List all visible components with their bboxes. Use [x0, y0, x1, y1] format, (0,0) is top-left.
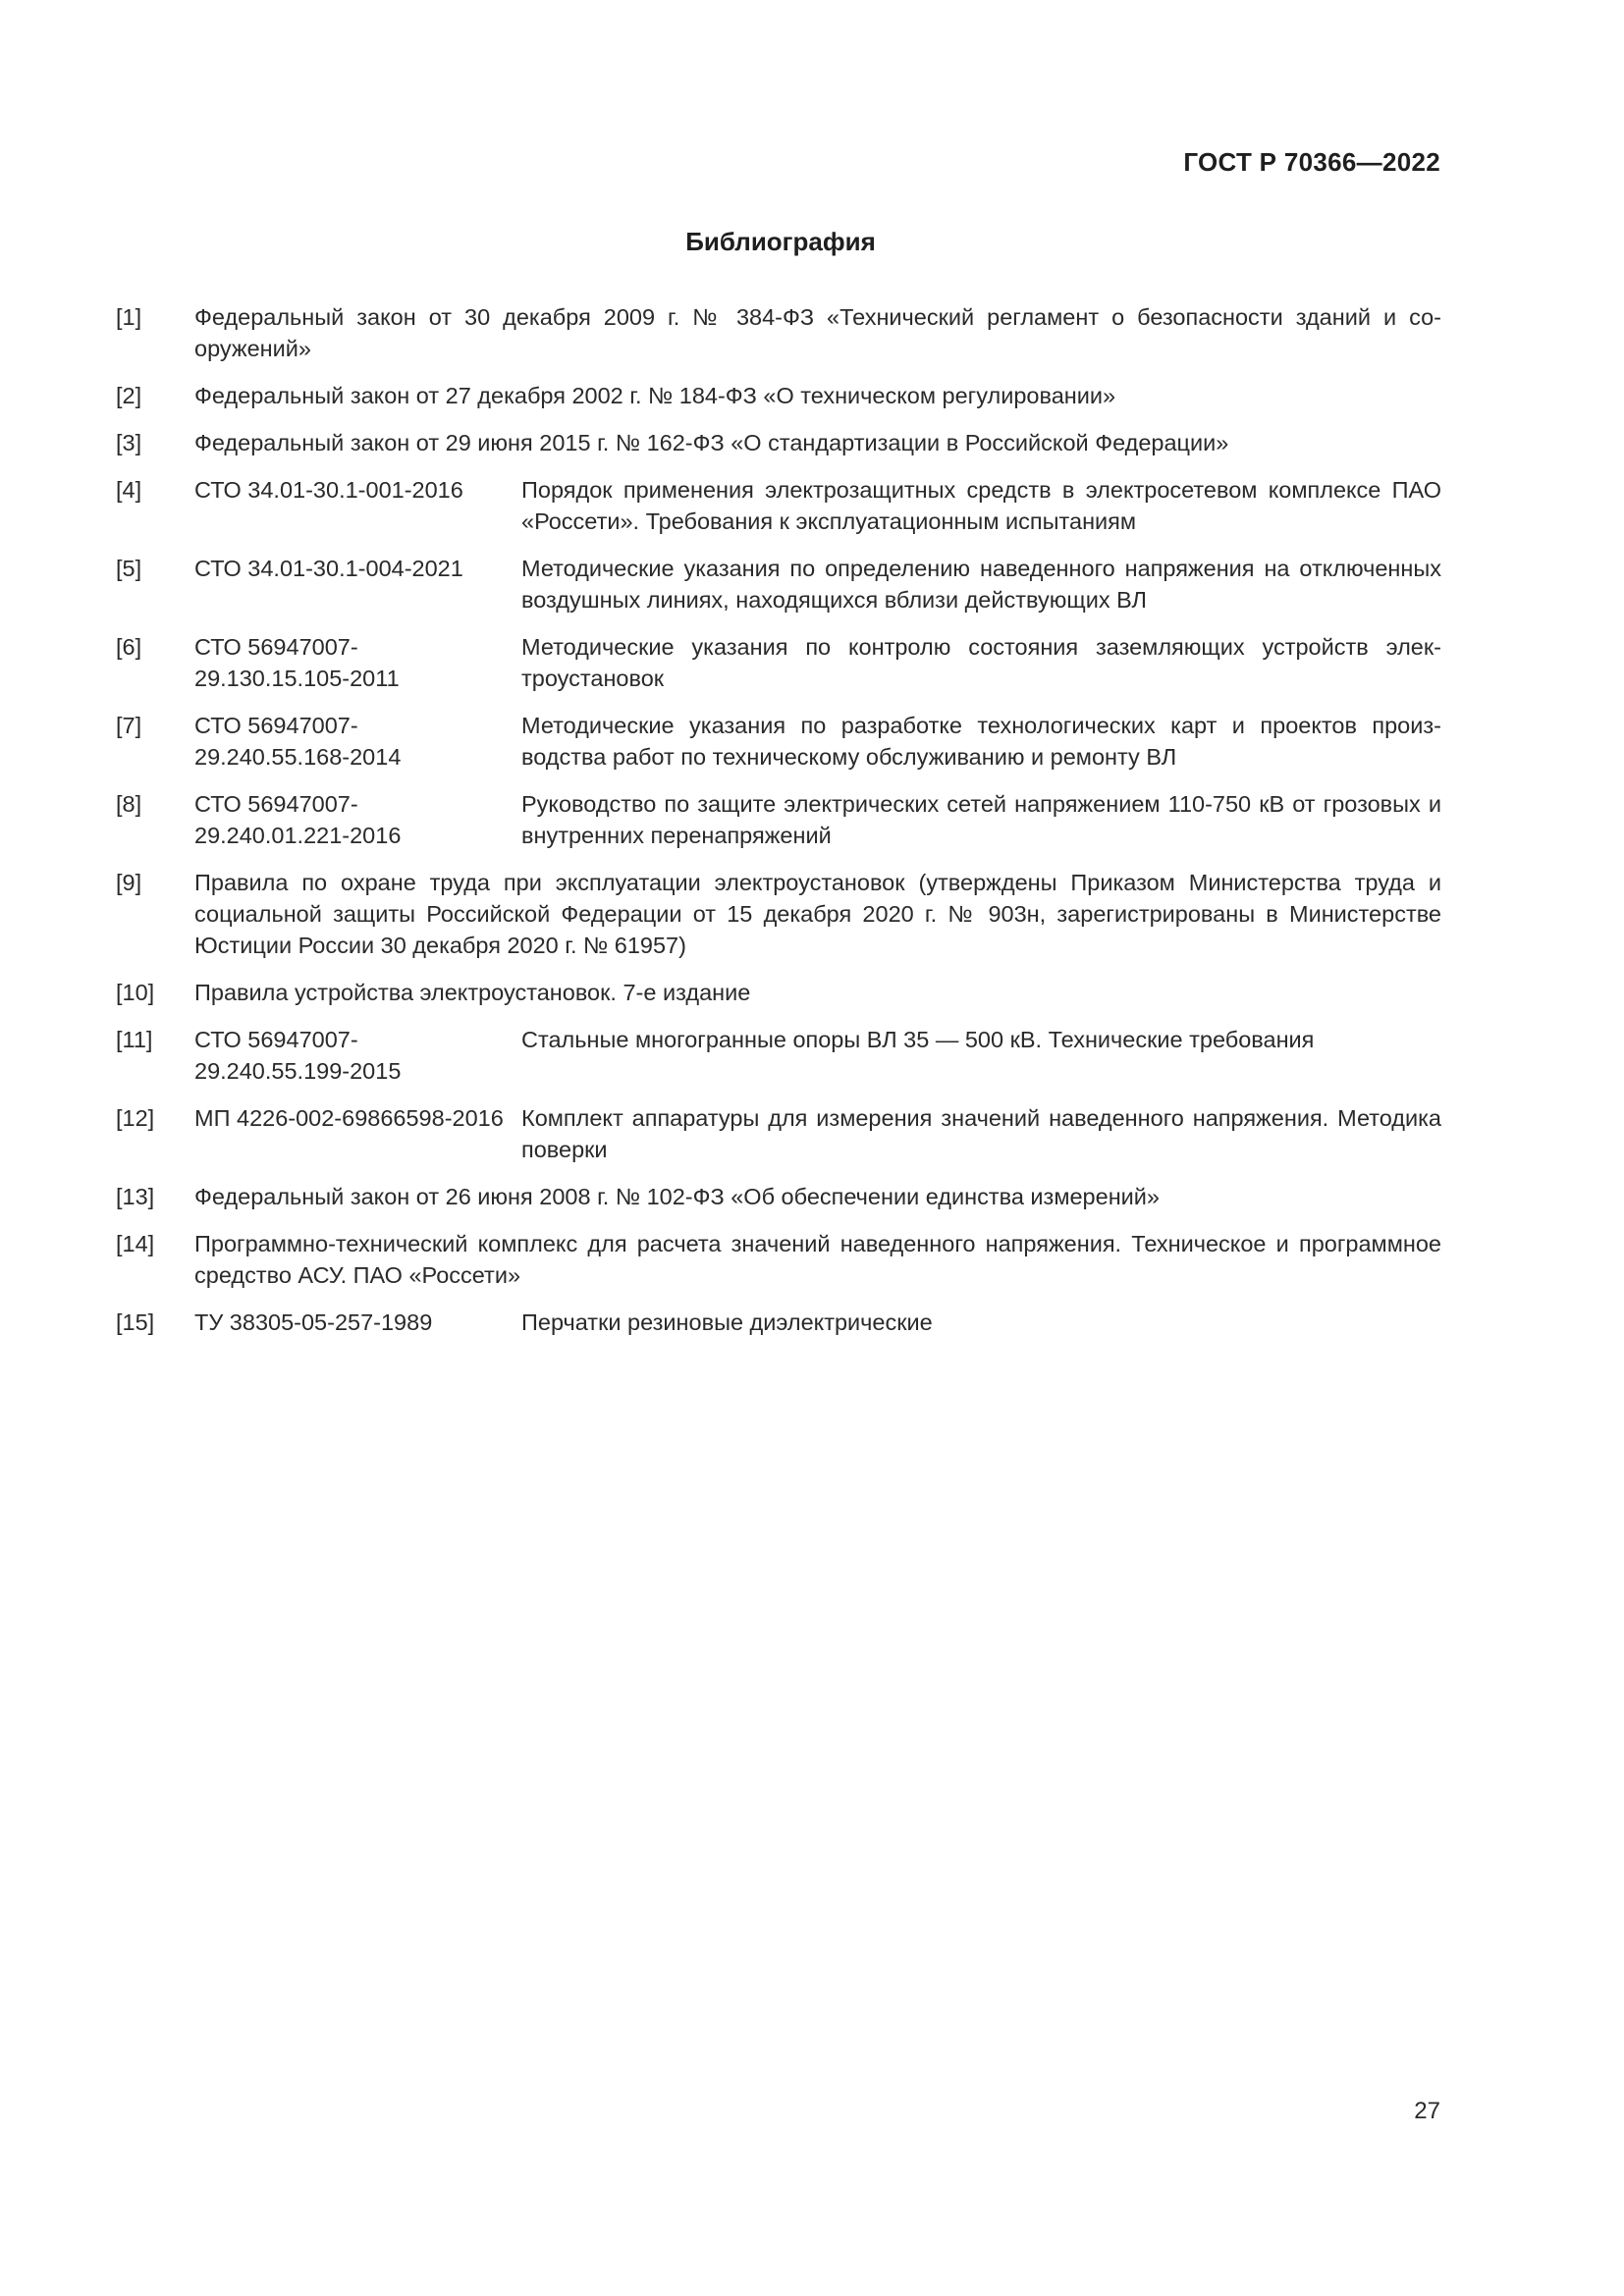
entry-text: Правила по охране труда при эксплуатации электроустановок (утверждены Приказом Министерства труда и социальной защиты Российской Федерации от 15 декабря 2020 г. № 903н, зарегистрированы в Министерстве Юстиции России 30 декабря 2020 г. № 61957) — [194, 870, 1441, 958]
entry-document-title: Методические указания по определению наведенного напряжения на отключенных воздушных линиях, находящихся вблизи действующих ВЛ — [521, 556, 1441, 613]
entry-document-code: СТО 56947007-29.240.55.199-2015 — [194, 1027, 402, 1084]
entry-number: [4] — [116, 477, 142, 503]
entry-document-title: Руководство по защите электрических сетей напряжением 110-750 кВ от грозовых и внутренних перенапряжений — [521, 791, 1441, 848]
entry-number: [11] — [116, 1027, 153, 1052]
document-code: ГОСТ Р 70366—2022 — [1183, 147, 1440, 177]
entry-text: Федеральный закон от 29 июня 2015 г. № 162-ФЗ «О стандартизации в Российской Федерации» — [194, 430, 1229, 455]
entry-text: Федеральный закон от 26 июня 2008 г. № 102-ФЗ «Об обеспечении единства измерений» — [194, 1184, 1160, 1209]
bibliography-entry — [116, 1102, 1441, 1165]
entry-number: [2] — [116, 383, 142, 408]
bibliography-entry — [116, 427, 1441, 458]
entry-document-code: СТО 56947007-29.130.15.105-2011 — [194, 634, 400, 691]
entry-number: [5] — [116, 556, 142, 581]
entry-document-title: Комплект аппаратуры для измерения значений наведенного напряжения. Методика поверки — [521, 1105, 1441, 1162]
bibliography-entry — [116, 977, 1441, 1008]
page-number: 27 — [1414, 2098, 1440, 2124]
entry-number: [9] — [116, 870, 142, 895]
bibliography-entry — [116, 1307, 1441, 1338]
bibliography-entry — [116, 1228, 1441, 1291]
bibliography-entry — [116, 710, 1441, 773]
entry-document-title: Стальные многогранные опоры ВЛ 35 — 500 кВ. Технические требования — [521, 1027, 1315, 1052]
entry-document-code: ТУ 38305-05-257-1989 — [194, 1309, 433, 1335]
entry-number: [10] — [116, 980, 155, 1005]
entry-document-code: СТО 34.01-30.1-001-2016 — [194, 477, 463, 503]
entry-text: Федеральный закон от 27 декабря 2002 г. № 184-ФЗ «О техническом регулировании» — [194, 383, 1116, 408]
bibliography-entry — [116, 553, 1441, 615]
entry-document-title: Методические указания по контролю состояния заземляющих устройств электроустановок — [521, 634, 1441, 691]
entry-number: [6] — [116, 634, 142, 660]
bibliography-entry — [116, 867, 1441, 961]
bibliography-entry — [116, 1024, 1441, 1087]
entry-number: [3] — [116, 430, 142, 455]
entry-number: [12] — [116, 1105, 155, 1131]
entry-document-code: СТО 56947007-29.240.01.221-2016 — [194, 791, 402, 848]
entry-number: [1] — [116, 304, 142, 330]
bibliography-entry — [116, 301, 1441, 364]
bibliography-list — [116, 301, 1441, 1354]
bibliography-entry — [116, 474, 1441, 537]
bibliography-entry — [116, 631, 1441, 694]
entry-text: Правила устройства электроустановок. 7-е издание — [194, 980, 751, 1005]
entry-text: Федеральный закон от 30 декабря 2009 г. № 384-ФЗ «Технический регламент о безопасности зданий и сооружений» — [194, 304, 1441, 361]
bibliography-entry — [116, 1181, 1441, 1212]
entry-document-code: СТО 56947007-29.240.55.168-2014 — [194, 713, 402, 770]
entry-document-title: Перчатки резиновые диэлектрические — [521, 1309, 933, 1335]
entry-number: [7] — [116, 713, 142, 738]
entry-document-code: МП 4226-002-69866598-2016 — [194, 1105, 504, 1131]
entry-number: [14] — [116, 1231, 155, 1256]
section-title: Библиография — [685, 227, 876, 256]
entry-document-title: Порядок применения электрозащитных средств в электросетевом комплексе ПАО «Россети». Требования к эксплуатационным испытаниям — [521, 477, 1441, 534]
bibliography-entry — [116, 380, 1441, 411]
entry-text: Программно-технический комплекс для расчета значений наведенного напряжения. Техническое и программное средство АСУ. ПАО «Россети» — [194, 1231, 1441, 1288]
entry-number: [15] — [116, 1309, 155, 1335]
entry-document-code: СТО 34.01-30.1-004-2021 — [194, 556, 463, 581]
entry-number: [13] — [116, 1184, 155, 1209]
bibliography-entry — [116, 788, 1441, 851]
entry-document-title: Методические указания по разработке технологических карт и проектов производства работ по техническому обслуживанию и ремонту ВЛ — [521, 713, 1441, 770]
entry-number: [8] — [116, 791, 142, 817]
